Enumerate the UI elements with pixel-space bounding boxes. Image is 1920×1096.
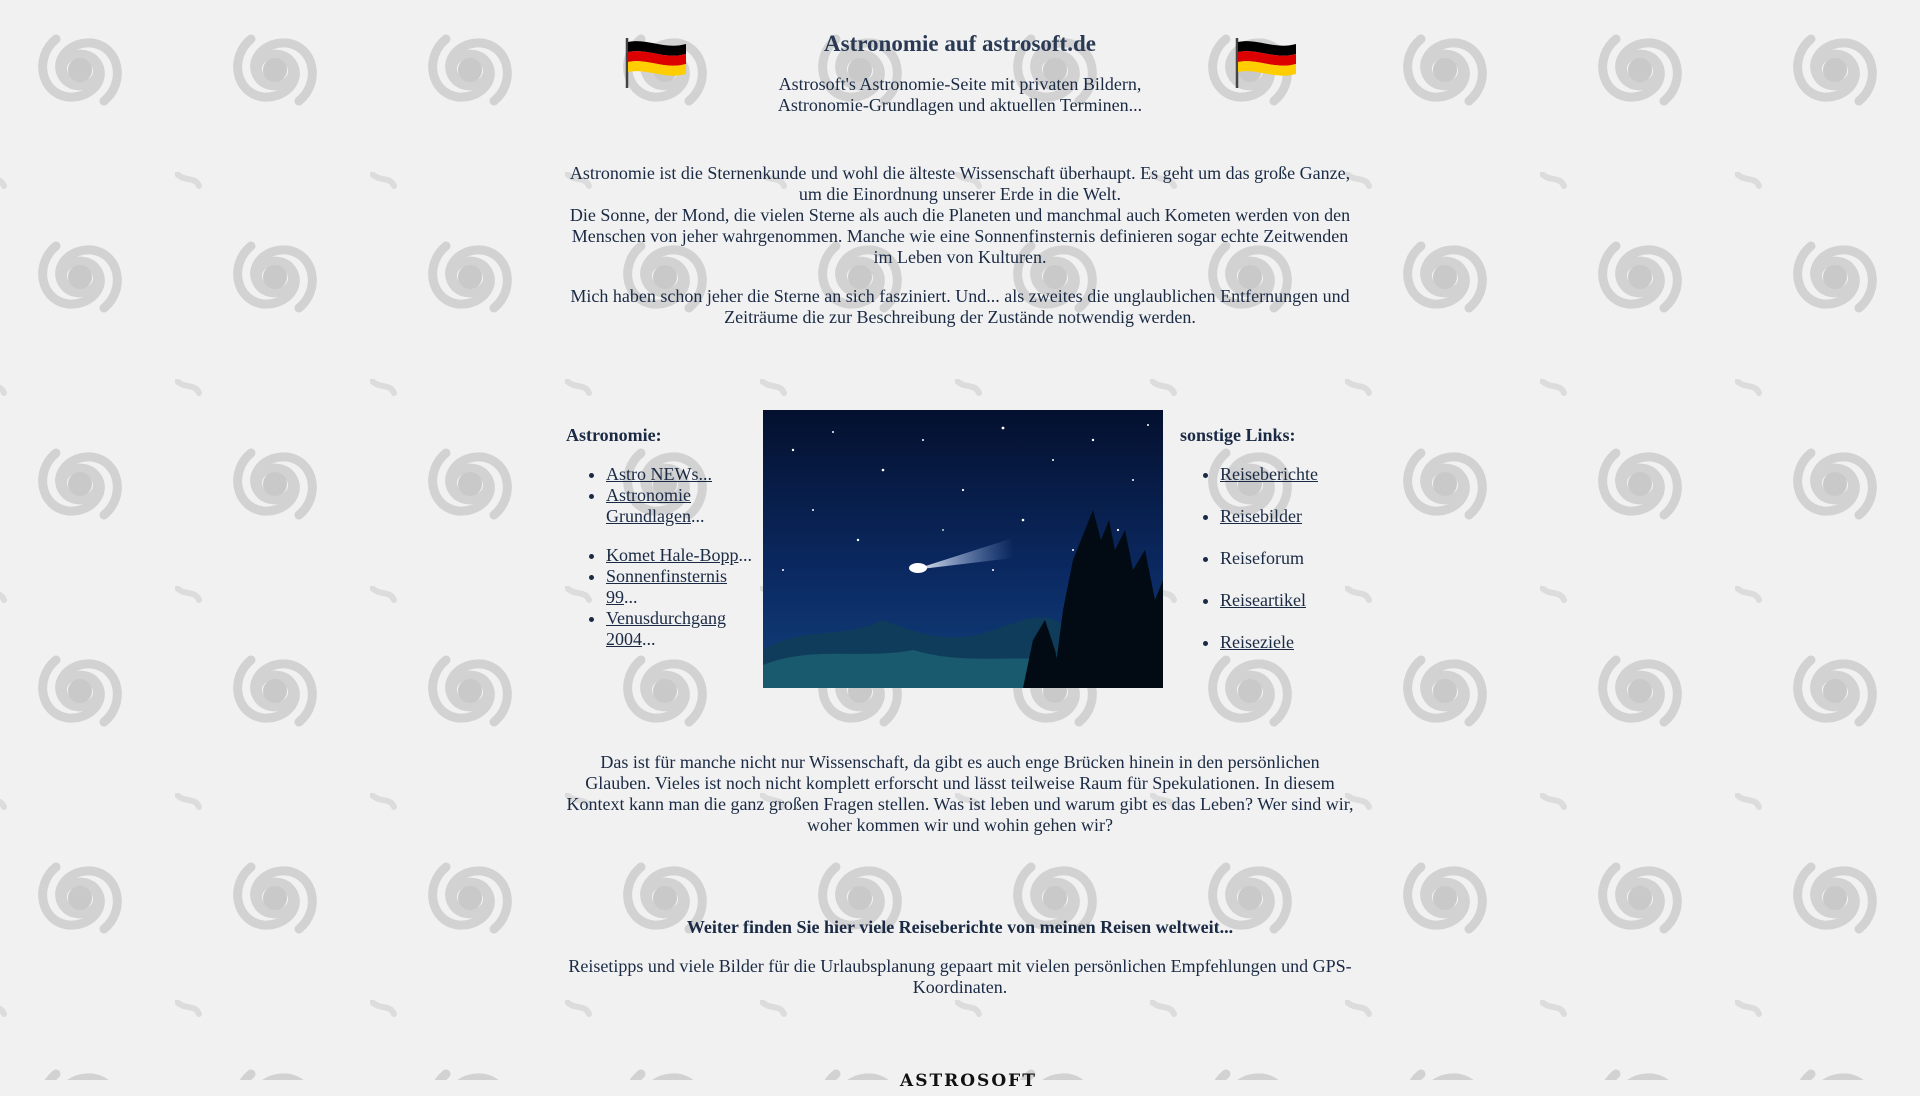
list-item: • Sonnenfinsternis 99... [606, 566, 756, 608]
comet-hale-bopp-photo[interactable] [763, 410, 1163, 688]
link-astronomie-grundlagen[interactable]: Astronomie Grundlagen [606, 485, 691, 526]
travel-heading: Weiter finden Sie hier viele Reiseberichte von meinen Reisen weltweit... [686, 917, 1234, 937]
intro-paragraph: Astronomie ist die Sternenkunde und wohl die älteste Wissenschaft überhaupt. Es geht um das große Ganze, um die Einordnung unserer Erde in die Welt. Die Sonne, der Mond, die vielen Sterne als auch die Planeten und manchmal auch Kometen werden von den Menschen von jeher wahrgenommen. Manche wie eine Sonnenfinsternis definieren sogar echte Zeitwenden im Leben von Kulturen. [569, 163, 1351, 267]
list-item [1220, 632, 1354, 653]
travel-paragraph: Reisetipps und viele Bilder für die Urlaubsplanung gepaart mit vielen persönlichen Empfehlungen und GPS- Koordinaten. [568, 956, 1352, 997]
list-spacer [606, 527, 756, 545]
list-item [1220, 548, 1354, 569]
astronomy-menu [566, 425, 756, 650]
list-item [606, 464, 756, 485]
list-item [1220, 590, 1354, 611]
belief-paragraph: Das ist für manche nicht nur Wissenschaft, da gibt es auch enge Brücken hinein in den persönlichen Glauben. Vieles ist noch nicht komplett erforscht und lässt teilweise Raum für Spekulationen. In diesem Kontext kann man die ganz großen Fragen stellen. Was ist leben und warum gibt es das Leben? Wer sind wir, woher kommen wir und wohin gehen wir? [566, 752, 1354, 835]
reiseforum-label: Reiseforum [1220, 548, 1304, 568]
link-sonnenfinsternis-99[interactable]: Sonnenfinsternis 99 [606, 566, 727, 607]
link-astro-news[interactable]: Astro NEWs... [606, 464, 712, 484]
other-links-list [1180, 464, 1354, 653]
link-reisebilder[interactable]: Reisebilder [1220, 506, 1302, 526]
astrosoft-logo[interactable]: ASTROSOFT [900, 1071, 1037, 1091]
list-item: • Astronomie Grundlagen... [606, 485, 756, 527]
astronomy-list [566, 464, 756, 650]
link-venusdurchgang-2004[interactable]: Venusdurchgang 2004 [606, 608, 726, 649]
other-links-heading: sonstige Links: [1180, 425, 1296, 445]
list-item [1220, 506, 1354, 527]
page-subtitle: Astrosoft's Astronomie-Seite mit privaten Bildern, Astronomie-Grundlagen und aktuellen Terminen... [777, 74, 1143, 115]
list-item: • Komet Hale-Bopp... [606, 545, 756, 566]
astronomy-heading: Astronomie: [566, 425, 662, 445]
list-item: • Venusdurchgang 2004... [606, 608, 756, 650]
page-title: Astronomie auf astrosoft.de [824, 31, 1096, 56]
link-reiseberichte[interactable]: Reiseberichte [1220, 464, 1318, 484]
link-reiseziele[interactable]: Reiseziele [1220, 632, 1294, 652]
link-reiseartikel[interactable]: Reiseartikel [1220, 590, 1306, 610]
fascination-paragraph: Mich haben schon jeher die Sterne an sich fasziniert. Und... als zweites die unglaublichen Entfernungen und Zeiträume die zur Beschreibung der Zustände notwendig werden. [570, 286, 1350, 327]
link-komet-hale-bopp[interactable]: Komet Hale-Bopp [606, 545, 739, 565]
list-item [1220, 464, 1354, 485]
other-links-menu [1180, 425, 1354, 674]
